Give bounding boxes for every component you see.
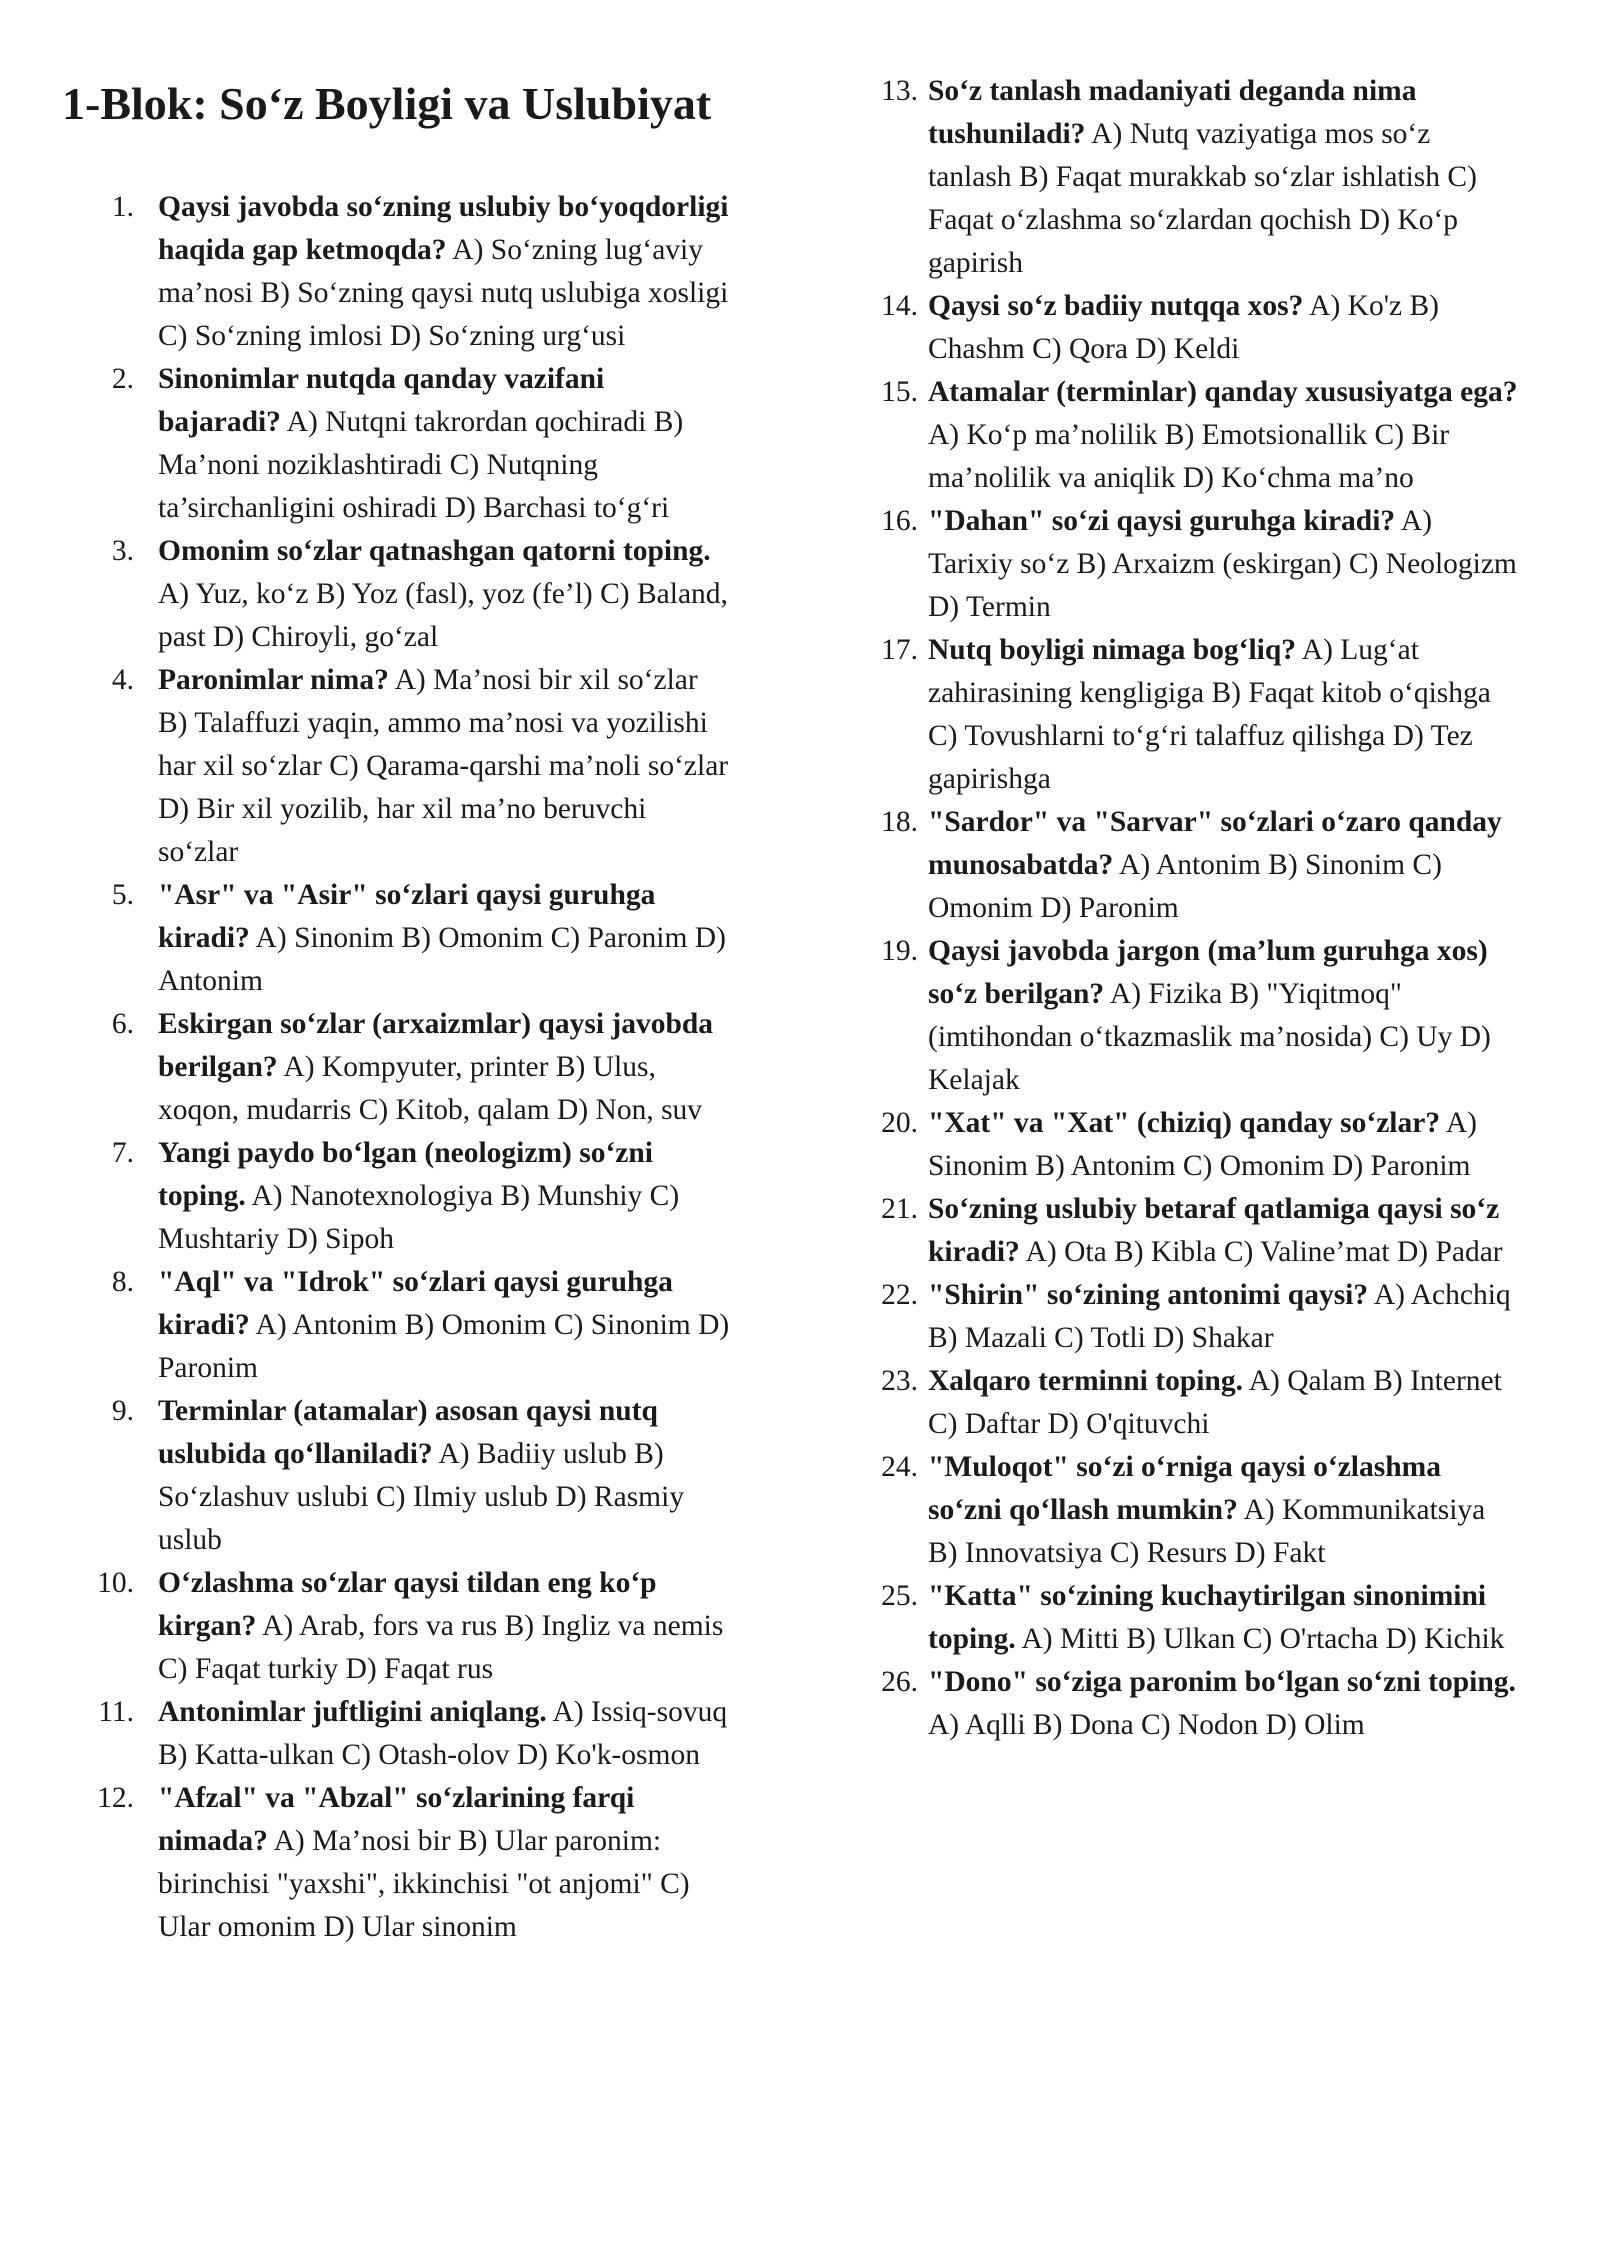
question-item bbox=[62, 1390, 732, 1562]
question-number: 18. bbox=[881, 806, 918, 838]
question-text: "Sardor" va "Sarvar" so‘zlari o‘zaro qanday munosabatda? bbox=[928, 806, 1502, 881]
question-item bbox=[62, 530, 732, 659]
question-item bbox=[868, 1661, 1518, 1747]
question-text: Nutq boyligi nimaga bog‘liq? bbox=[928, 634, 1297, 666]
answer-options: A) Ma’nosi bir B) Ular paronim: birinchisi "yaxshi", ikkinchisi "ot anjomi" C) Ular omonim D) Ular sinonim bbox=[158, 1825, 690, 1943]
question-item bbox=[868, 1274, 1518, 1360]
question-number: 2. bbox=[111, 363, 134, 395]
question-number: 11. bbox=[98, 1696, 134, 1728]
question-number: 20. bbox=[881, 1107, 918, 1139]
question-number: 26. bbox=[881, 1666, 918, 1698]
question-item bbox=[868, 801, 1518, 930]
answer-options: A) Nutqni takrordan qochiradi B) Ma’noni noziklashtiradi C) Nutqning ta’sirchanligini oshiradi D) Barchasi to‘g‘ri bbox=[158, 406, 684, 524]
question-text: So‘z tanlash madaniyati deganda nima tushuniladi? bbox=[928, 75, 1417, 150]
page-title: 1-Blok: So‘z Boyligi va Uslubiyat bbox=[62, 78, 712, 129]
question-number: 15. bbox=[881, 376, 918, 408]
answer-options: A) Issiq-sovuq B) Katta-ulkan C) Otash-olov D) Ko'k-osmon bbox=[158, 1696, 728, 1771]
answer-options: A) Mitti B) Ulkan C) O'rtacha D) Kichik bbox=[1015, 1623, 1505, 1655]
question-number: 7. bbox=[111, 1137, 134, 1169]
question-text: Qaysi javobda jargon (ma’lum guruhga xos) so‘z berilgan? bbox=[928, 935, 1488, 1010]
question-number: 1. bbox=[111, 191, 134, 223]
question-item bbox=[868, 371, 1518, 500]
question-number: 23. bbox=[881, 1365, 918, 1397]
question-item bbox=[868, 1360, 1518, 1446]
answer-options: A) Sinonim B) Omonim C) Paronim D) Antonim bbox=[158, 922, 726, 997]
question-number: 12. bbox=[97, 1782, 134, 1814]
question-text: Omonim so‘zlar qatnashgan qatorni toping. bbox=[158, 535, 711, 567]
question-item bbox=[868, 1575, 1518, 1661]
question-item bbox=[868, 285, 1518, 371]
question-number: 9. bbox=[111, 1395, 134, 1427]
question-number: 25. bbox=[881, 1580, 918, 1612]
question-item bbox=[868, 1446, 1518, 1575]
answer-options: A) Ko‘p ma’nolilik B) Emotsionallik C) Bir ma’nolilik va aniqlik D) Ko‘chma ma’no bbox=[928, 419, 1450, 494]
question-text: Antonimlar juftligini aniqlang. bbox=[158, 1696, 547, 1728]
answer-options: A) Ota B) Kibla C) Valine’mat D) Padar bbox=[1019, 1236, 1503, 1268]
question-number: 14. bbox=[881, 290, 918, 322]
answer-options: A) Sinonim B) Antonim C) Omonim D) Paronim bbox=[928, 1107, 1477, 1182]
answer-options: A) Tarixiy so‘z B) Arxaizm (eskirgan) C) Neologizm D) Termin bbox=[928, 505, 1517, 623]
right-column bbox=[868, 0, 1518, 1747]
answer-options: A) Arab, fors va rus B) Ingliz va nemis C) Faqat turkiy D) Faqat rus bbox=[158, 1610, 724, 1685]
answer-options: A) So‘zning lug‘aviy ma’nosi B) So‘zning qaysi nutq uslubiga xosligi C) So‘zning imlosi D) So‘zning urg‘usi bbox=[158, 234, 729, 352]
question-number: 13. bbox=[881, 75, 918, 107]
question-item bbox=[62, 1777, 732, 1949]
answer-options: A) Kommunikatsiya B) Innovatsiya C) Resurs D) Fakt bbox=[928, 1494, 1486, 1569]
question-item bbox=[62, 358, 732, 530]
question-number: 5. bbox=[111, 879, 134, 911]
question-item bbox=[62, 1691, 732, 1777]
question-item bbox=[868, 500, 1518, 629]
question-text: Yangi paydo bo‘lgan (neologizm) so‘zni toping. bbox=[158, 1137, 653, 1212]
answer-options: A) Yuz, ko‘z B) Yoz (fasl), yoz (fe’l) C) Baland, past D) Chiroyli, go‘zal bbox=[158, 578, 728, 653]
answer-options: A) Achchiq B) Mazali C) Totli D) Shakar bbox=[928, 1279, 1511, 1354]
answer-options: A) Nutq vaziyatiga mos so‘z tanlash B) Faqat murakkab so‘zlar ishlatish C) Faqat o‘zlashma so‘zlardan qochish D) Ko‘p gapirish bbox=[928, 118, 1477, 279]
question-text: So‘zning uslubiy betaraf qatlamiga qaysi so‘z kiradi? bbox=[928, 1193, 1500, 1268]
answer-options: A) Fizika B) "Yiqitmoq" (imtihondan o‘tkazmaslik ma’nosida) C) Uy D) Kelajak bbox=[928, 978, 1491, 1096]
question-text: "Afzal" va "Abzal" so‘zlarining farqi nimada? bbox=[158, 1782, 635, 1857]
question-number: 22. bbox=[881, 1279, 918, 1311]
question-number: 4. bbox=[111, 664, 134, 696]
answer-options: A) Kompyuter, printer B) Ulus, xoqon, mudarris C) Kitob, qalam D) Non, suv bbox=[158, 1051, 703, 1126]
question-text: Paronimlar nima? bbox=[158, 664, 389, 696]
question-text: Xalqaro terminni toping. bbox=[928, 1365, 1243, 1397]
question-text: Qaysi so‘z badiiy nutqqa xos? bbox=[928, 290, 1304, 322]
question-number: 6. bbox=[111, 1008, 134, 1040]
question-number: 24. bbox=[881, 1451, 918, 1483]
question-text: "Asr" va "Asir" so‘zlari qaysi guruhga kiradi? bbox=[158, 879, 656, 954]
question-text: Eskirgan so‘zlar (arxaizmlar) qaysi javobda berilgan? bbox=[158, 1008, 714, 1083]
question-list-left bbox=[62, 186, 732, 1949]
question-text: Terminlar (atamalar) asosan qaysi nutq uslubida qo‘llaniladi? bbox=[158, 1395, 658, 1470]
question-text: Atamalar (terminlar) qanday xususiyatga ega? bbox=[928, 376, 1518, 408]
question-text: "Dahan" so‘zi qaysi guruhga kiradi? bbox=[928, 505, 1396, 537]
answer-options: A) Aqlli B) Dona C) Nodon D) Olim bbox=[928, 1709, 1365, 1741]
answer-options: A) Nanotexnologiya B) Munshiy C) Mushtariy D) Sipoh bbox=[158, 1180, 680, 1255]
question-item bbox=[62, 659, 732, 874]
question-item bbox=[62, 1562, 732, 1691]
question-text: "Xat" va "Xat" (chiziq) qanday so‘zlar? bbox=[928, 1107, 1441, 1139]
question-item bbox=[868, 1102, 1518, 1188]
answer-options: A) Qalam B) Internet C) Daftar D) O'qituvchi bbox=[928, 1365, 1502, 1440]
question-number: 17. bbox=[881, 634, 918, 666]
question-text: "Shirin" so‘zining antonimi qaysi? bbox=[928, 1279, 1369, 1311]
question-number: 21. bbox=[881, 1193, 918, 1225]
left-column bbox=[62, 0, 732, 1949]
question-number: 19. bbox=[881, 935, 918, 967]
question-item bbox=[62, 1132, 732, 1261]
question-item bbox=[868, 70, 1518, 285]
question-text: "Aql" va "Idrok" so‘zlari qaysi guruhga kiradi? bbox=[158, 1266, 673, 1341]
answer-options: A) Ko'z B) Chashm C) Qora D) Keldi bbox=[928, 290, 1439, 365]
question-item bbox=[868, 930, 1518, 1102]
answer-options: A) Lug‘at zahirasining kengligiga B) Faqat kitob o‘qishga C) Tovushlarni to‘g‘ri talaffuz qilishga D) Tez gapirishga bbox=[928, 634, 1491, 795]
answer-options: A) Badiiy uslub B) So‘zlashuv uslubi C) Ilmiy uslub D) Rasmiy uslub bbox=[158, 1438, 685, 1556]
question-text: "Katta" so‘zining kuchaytirilgan sinonimini toping. bbox=[928, 1580, 1487, 1655]
answer-options: A) Antonim B) Sinonim C) Omonim D) Paronim bbox=[928, 849, 1442, 924]
question-number: 3. bbox=[111, 535, 134, 567]
question-text: Sinonimlar nutqda qanday vazifani bajaradi? bbox=[158, 363, 605, 438]
question-number: 16. bbox=[881, 505, 918, 537]
question-item bbox=[868, 1188, 1518, 1274]
question-item bbox=[868, 629, 1518, 801]
question-item bbox=[62, 186, 732, 358]
question-number: 10. bbox=[97, 1567, 134, 1599]
question-text: "Muloqot" so‘zi o‘rniga qaysi o‘zlashma so‘zni qo‘llash mumkin? bbox=[928, 1451, 1441, 1526]
question-item bbox=[62, 1003, 732, 1132]
question-text: "Dono" so‘ziga paronim bo‘lgan so‘zni toping. bbox=[928, 1666, 1516, 1698]
answer-options: A) Antonim B) Omonim C) Sinonim D) Paronim bbox=[158, 1309, 730, 1384]
question-list-right bbox=[868, 70, 1518, 1747]
question-item bbox=[62, 1261, 732, 1390]
question-number: 8. bbox=[111, 1266, 134, 1298]
question-text: O‘zlashma so‘zlar qaysi tildan eng ko‘p kirgan? bbox=[158, 1567, 657, 1642]
question-item bbox=[62, 874, 732, 1003]
answer-options: A) Ma’nosi bir xil so‘zlar B) Talaffuzi yaqin, ammo ma’nosi va yozilishi har xil so‘zlar C) Qarama-qarshi ma’noli so‘zlar D) Bir xil yozilib, har xil ma’no beruvchi so‘zlar bbox=[158, 664, 729, 868]
question-text: Qaysi javobda so‘zning uslubiy bo‘yoqdorligi haqida gap ketmoqda? bbox=[158, 191, 729, 266]
